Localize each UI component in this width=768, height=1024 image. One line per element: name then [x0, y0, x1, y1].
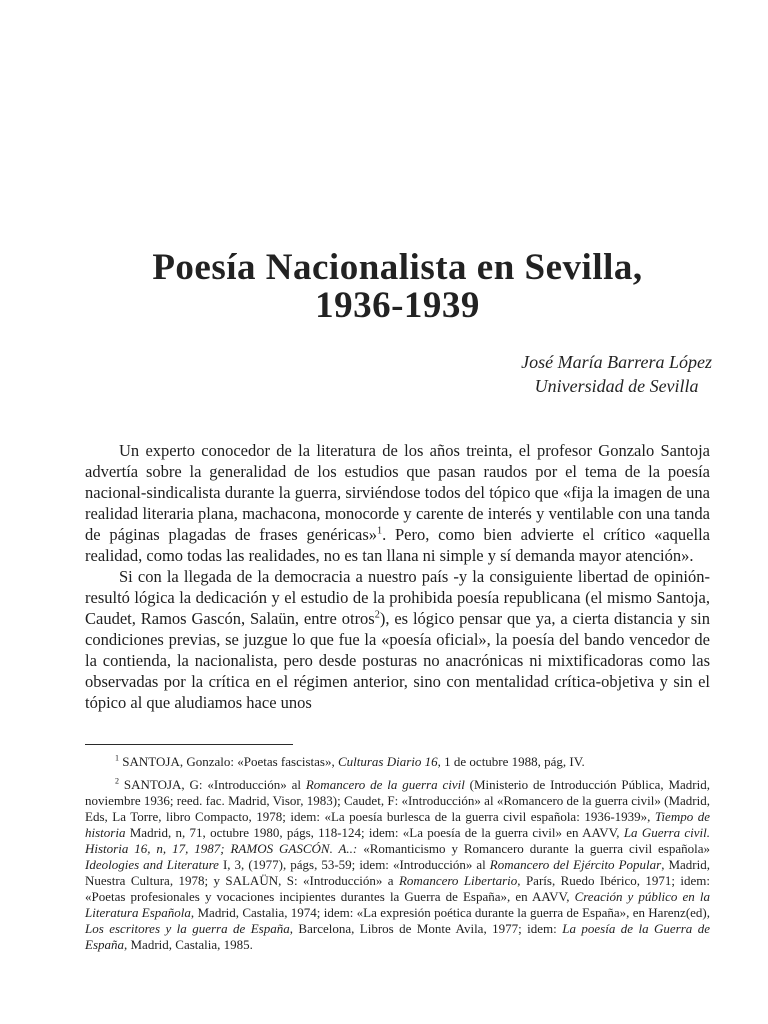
author-name: José María Barrera López	[521, 352, 712, 372]
text-run: , 1 de octubre 1988, pág, IV.	[437, 754, 585, 769]
cited-title: Tiempo de historia	[85, 809, 710, 840]
text-run: SANTOJA, G: «Introducción» al	[119, 777, 306, 792]
footnote-marker: 1	[377, 525, 383, 537]
text-run: I, 3, (1977), págs, 53-59; idem: «Introducción» al	[218, 857, 490, 872]
cited-title: Romancero Libertario	[398, 873, 518, 888]
article-title-line-1: Poesía Nacionalista en Sevilla,	[152, 246, 643, 288]
text-run: Madrid, n, 71, octubre 1980, págs, 118-124; idem: «La poesía de la guerra civil» en AAVV,	[125, 825, 624, 840]
text-run: (Ministerio de Introducción Pública, Madrid, noviembre 1936; reed. fac. Madrid, Visor, 1983); Caudet, F: «Introducción» al «Romancero de la guerra civil» (Madrid, Eds, La Torre, libro Compacto, 1978; idem: «La poesía burlesca de la guerra civil española: 1936-1939»,	[85, 777, 710, 824]
article-title-line-2: 1936-1939	[315, 284, 480, 326]
text-run: , Madrid, Castalia, 1974; idem: «La expresión poética durante la guerra de España», en Harenz(ed),	[190, 905, 710, 920]
text-run: «Romanticismo y Romancero durante la guerra civil española»	[357, 841, 710, 856]
cited-title: Romancero del Ejército Popular	[489, 857, 662, 872]
text-run: SANTOJA, Gonzalo: «Poetas fascistas»,	[119, 754, 338, 769]
byline	[521, 350, 712, 398]
footnote-marker: 2	[374, 609, 380, 621]
cited-title: Los escritores y la guerra de España	[85, 921, 290, 936]
cited-title: La Guerra civil. Historia 16, n, 17, 1987; RAMOS GASCÓN. A..:	[85, 825, 710, 856]
paragraph-1	[85, 440, 710, 566]
footnote-separator	[85, 744, 293, 745]
footnote-1	[85, 754, 710, 770]
footnote-marker: 1	[115, 753, 120, 763]
paragraph-2	[85, 566, 710, 713]
text-run: , Barcelona, Libros de Monte Avila, 1977; idem:	[289, 921, 563, 936]
text-run: , París, Ruedo Ibérico, 1971; idem: «Poetas profesionales y vocaciones incipientes durantes la Guerra de España», en AAVV,	[85, 873, 711, 904]
footnote-marker: 2	[115, 776, 120, 786]
cited-title: Creación y público en la Literatura Española	[85, 889, 710, 920]
text-run: ), es lógico pensar que ya, a cierta distancia y sin condiciones previas, se juzgue lo que fue la «poesía oficial», la poesía del bando vencedor de la contienda, la nacionalista, pero desde posturas no anacrónicas ni mixtificadoras como las observadas por la crítica en el régimen anterior, sino con mentalidad crítica-objetiva y sin el tópico al que aludiamos hace unos	[85, 609, 710, 712]
text-run: . Pero, como bien advierte el crítico «aquella realidad, como todas las realidades, no es tan llana ni simple y sí demanda mayor atención».	[85, 525, 710, 565]
cited-title: Romancero de la guerra civil	[305, 777, 465, 792]
text-run: , Madrid, Castalia, 1985.	[124, 937, 253, 952]
cited-title: Culturas Diario 16	[337, 754, 438, 769]
cited-title: La poesía de la Guerra de España	[85, 921, 710, 952]
article-title	[85, 246, 710, 326]
cited-title: Ideologies and Literature	[85, 857, 219, 872]
text-run: Un experto conocedor de la literatura de los años treinta, el profesor Gonzalo Santoja advertía sobre la generalidad de los estudios que pasan raudos por el tema de la poesía nacional-sindicalista durante la guerra, sirviéndose todos del tópico que «fija la imagen de una realidad literaria plana, machacona, monocorde y carente de interés y ventilable con una tanda de páginas plagadas de frases genéricas»	[85, 441, 710, 544]
text-run: , Madrid, Nuestra Cultura, 1978; y SALAÜN, S: «Introducción» a	[85, 857, 710, 888]
author-affiliation: Universidad de Sevilla	[534, 376, 699, 396]
text-run: Si con la llegada de la democracia a nuestro país -y la consiguiente libertad de opinión- resultó lógica la dedicación y el estudio de la prohibida poesía republicana (el mismo Santoja, Caudet, Ramos Gascón, Salaün, entre otros	[85, 567, 710, 628]
article-body	[85, 440, 710, 713]
footnote-2	[85, 777, 710, 953]
footnotes-section	[85, 754, 710, 953]
